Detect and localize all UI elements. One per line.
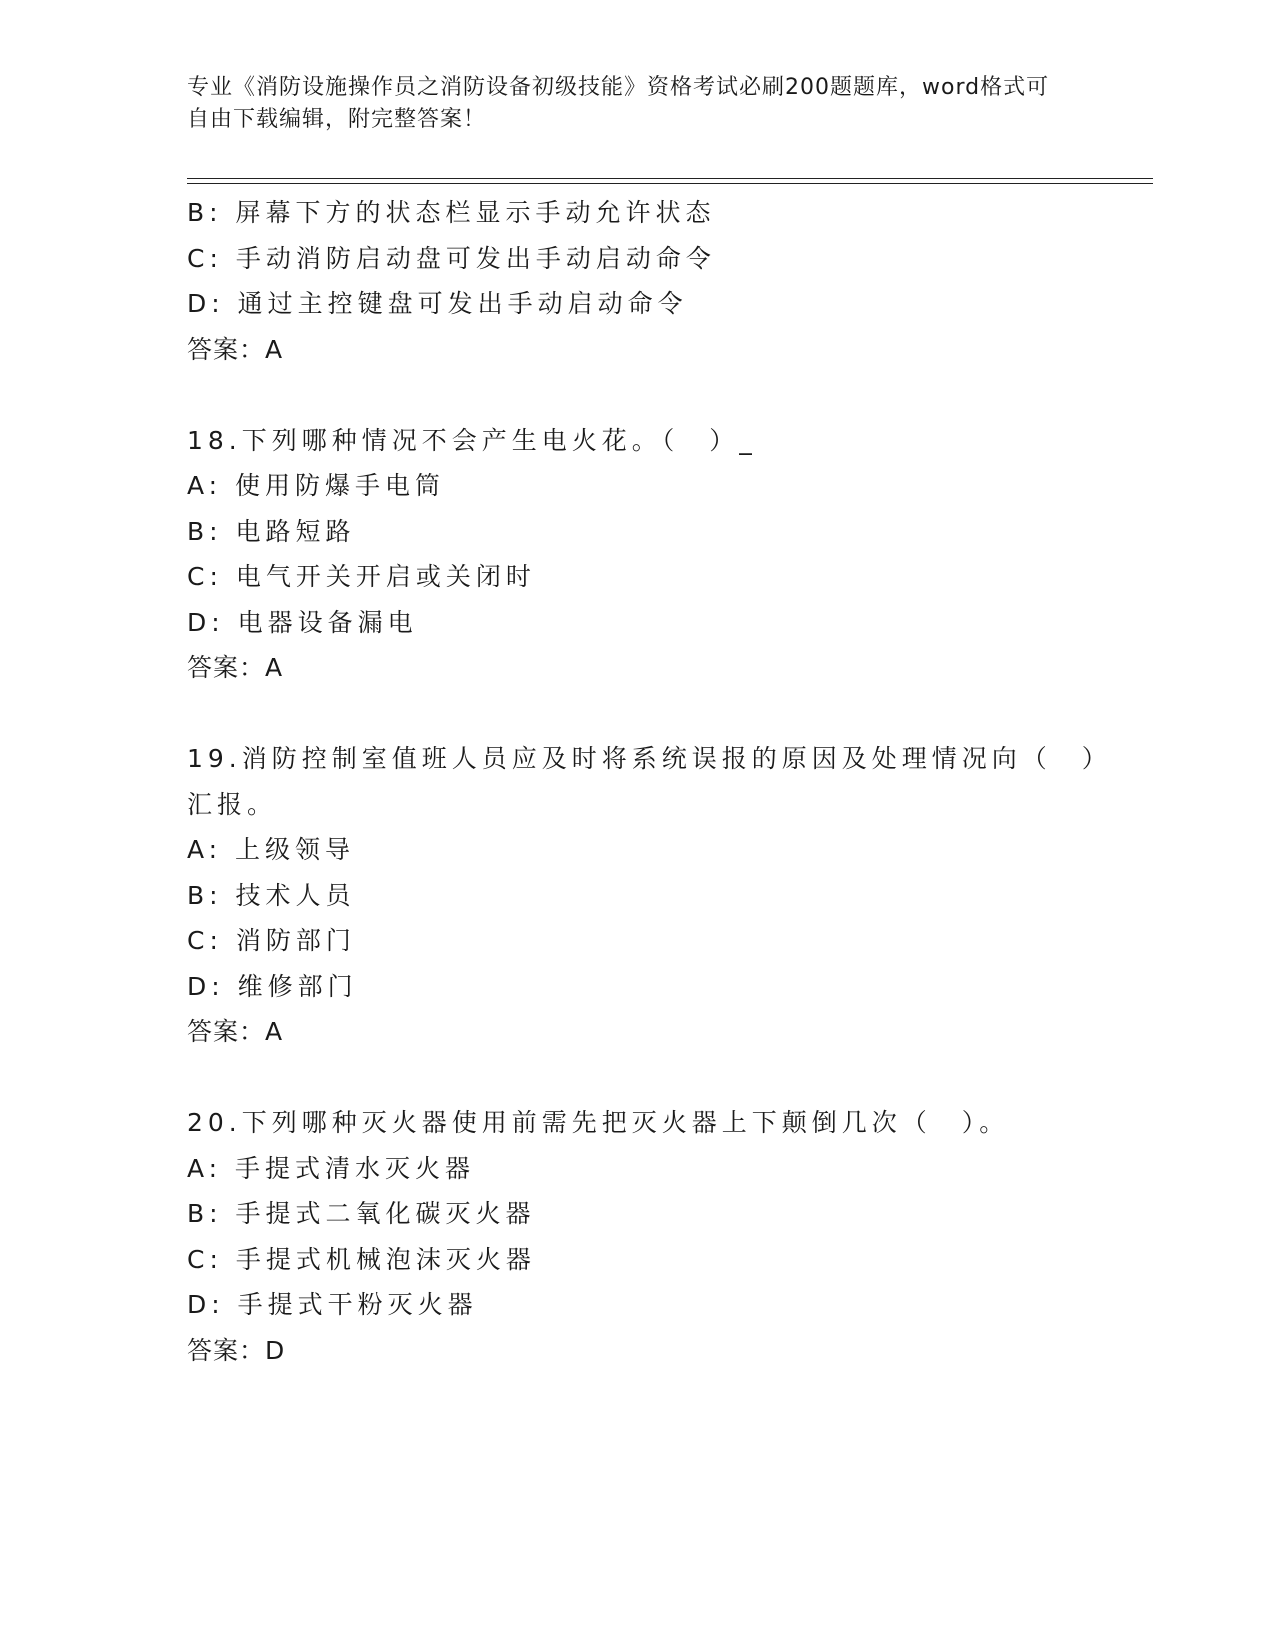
question-17-continuation [187, 190, 1087, 372]
spacer [187, 372, 1087, 418]
question-stem-continuation: 汇报。 [187, 789, 278, 819]
document-body [187, 190, 1112, 1373]
question-stem: 20.下列哪种灭火器使用前需先把灭火器上下颠倒几次（ ）。 [187, 1108, 1010, 1137]
option-d: D: 手提式干粉灭火器 [187, 1290, 478, 1319]
option-b: B: 技术人员 [187, 880, 356, 910]
option-c: C: 手动消防启动盘可发出手动启动命令 [187, 243, 716, 273]
option-d: D: 维修部门 [187, 971, 358, 1001]
option-c: C: 消防部门 [187, 926, 356, 955]
question-18 [187, 418, 1087, 691]
answer-line: 答案：D [187, 1335, 286, 1365]
option-a: A: 手提式清水灭火器 [187, 1153, 476, 1183]
question-20 [187, 1100, 1087, 1373]
option-b: B: 手提式二氧化碳灭火器 [187, 1199, 536, 1228]
question-stem: 18.下列哪种情况不会产生电火花。（ ）_ [187, 425, 757, 455]
option-a: A: 使用防爆手电筒 [187, 471, 446, 500]
option-d: D: 通过主控键盘可发出手动启动命令 [187, 289, 688, 318]
option-a: A: 上级领导 [187, 835, 356, 864]
header-divider-bottom [187, 183, 1153, 184]
option-d: D: 电器设备漏电 [187, 607, 418, 637]
spacer [187, 1055, 1087, 1101]
spacer [187, 691, 1087, 737]
answer-line: 答案：A [187, 1017, 284, 1046]
option-c: C: 手提式机械泡沫灭火器 [187, 1244, 536, 1274]
header-divider-top [187, 178, 1153, 179]
option-b: B: 屏幕下方的状态栏显示手动允许状态 [187, 198, 716, 227]
document-header: 专业《消防设施操作员之消防设备初级技能》资格考试必刷200题题库，word格式可自由下载编辑，附完整答案！ [187, 75, 1050, 132]
question-19 [187, 736, 1112, 1055]
option-b: B: 电路短路 [187, 516, 356, 546]
answer-line: 答案：A [187, 334, 284, 364]
question-stem: 19.消防控制室值班人员应及时将系统误报的原因及处理情况向（ ） [187, 744, 1112, 773]
answer-line: 答案：A [187, 653, 284, 682]
option-c: C: 电气开关开启或关闭时 [187, 562, 536, 591]
